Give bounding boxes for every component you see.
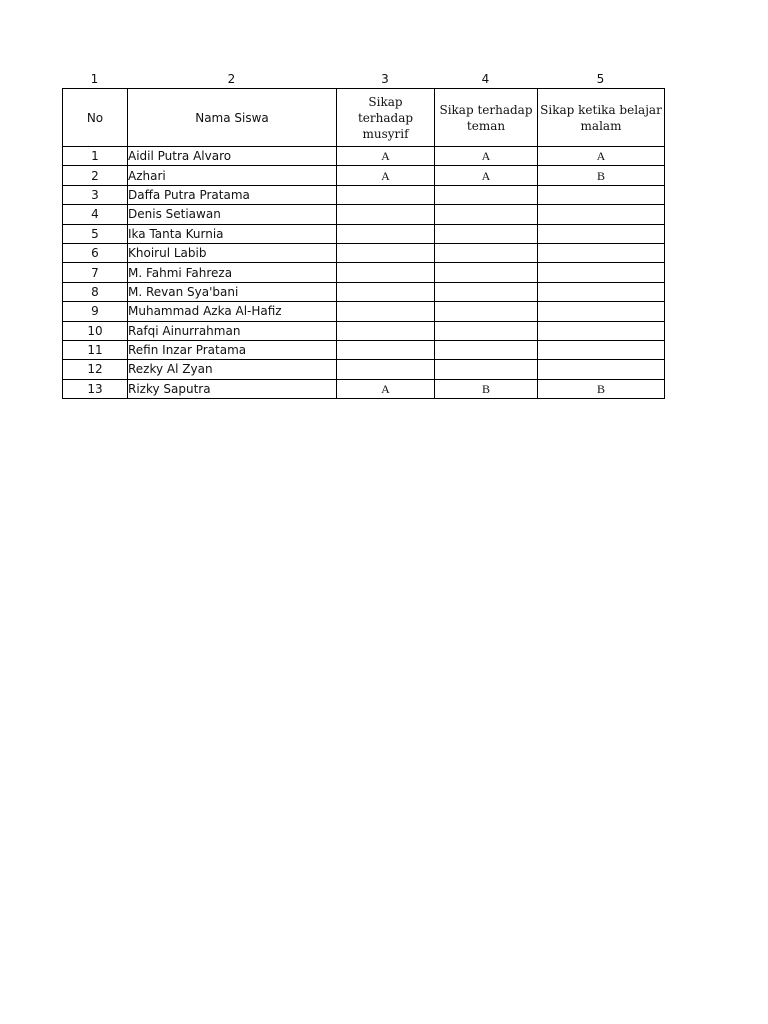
grade-supervisor [337, 224, 435, 243]
row-number: 4 [63, 205, 128, 224]
student-name: Daffa Putra Pratama [128, 185, 337, 204]
table-row [63, 340, 665, 359]
grade-night-study [538, 243, 665, 262]
header-name: Nama Siswa [128, 89, 337, 147]
grade-friends: A [435, 147, 538, 166]
grade-friends [435, 360, 538, 379]
student-name: Rezky Al Zyan [128, 360, 337, 379]
grade-friends [435, 243, 538, 262]
row-number: 9 [63, 302, 128, 321]
table-row [63, 185, 665, 204]
student-name: Muhammad Azka Al-Hafiz [128, 302, 337, 321]
table-row [63, 205, 665, 224]
grade-friends: B [435, 379, 538, 398]
header-no: No [63, 89, 128, 147]
grade-friends [435, 340, 538, 359]
column-number-5: 5 [596, 72, 605, 86]
table-row [63, 321, 665, 340]
table-row [63, 166, 665, 185]
row-number: 5 [63, 224, 128, 243]
grade-night-study [538, 205, 665, 224]
grade-supervisor: A [337, 166, 435, 185]
grade-friends [435, 185, 538, 204]
student-name: M. Fahmi Fahreza [128, 263, 337, 282]
table-row [63, 147, 665, 166]
student-name: Refin Inzar Pratama [128, 340, 337, 359]
grade-supervisor [337, 302, 435, 321]
grade-friends [435, 224, 538, 243]
grade-friends [435, 282, 538, 301]
grade-supervisor [337, 205, 435, 224]
grade-night-study [538, 321, 665, 340]
grade-friends [435, 263, 538, 282]
student-name: M. Revan Sya'bani [128, 282, 337, 301]
student-name: Ika Tanta Kurnia [128, 224, 337, 243]
grade-supervisor [337, 340, 435, 359]
student-name: Azhari [128, 166, 337, 185]
row-number: 1 [63, 147, 128, 166]
grade-night-study: B [538, 379, 665, 398]
grade-night-study: B [538, 166, 665, 185]
row-number: 10 [63, 321, 128, 340]
grade-supervisor [337, 185, 435, 204]
table-row [63, 282, 665, 301]
grade-night-study: A [538, 147, 665, 166]
row-number: 6 [63, 243, 128, 262]
grade-supervisor [337, 243, 435, 262]
grade-night-study [538, 185, 665, 204]
row-number: 13 [63, 379, 128, 398]
student-name: Rizky Saputra [128, 379, 337, 398]
header-attitude-night-study: Sikap ketika belajar malam [538, 89, 665, 147]
student-name: Rafqi Ainurrahman [128, 321, 337, 340]
student-name: Aidil Putra Alvaro [128, 147, 337, 166]
grade-supervisor: A [337, 379, 435, 398]
grade-supervisor: A [337, 147, 435, 166]
student-name: Denis Setiawan [128, 205, 337, 224]
table-row [63, 243, 665, 262]
column-number-2: 2 [227, 72, 236, 86]
column-number-1: 1 [90, 72, 99, 86]
grade-supervisor [337, 321, 435, 340]
header-attitude-supervisor: Sikap terhadap musyrif [337, 89, 435, 147]
grade-friends [435, 321, 538, 340]
column-number-3: 3 [381, 72, 389, 86]
grade-supervisor [337, 263, 435, 282]
table-row [63, 263, 665, 282]
grade-night-study [538, 360, 665, 379]
column-number-4: 4 [481, 72, 490, 86]
grade-night-study [538, 302, 665, 321]
row-number: 3 [63, 185, 128, 204]
table-row [63, 360, 665, 379]
row-number: 7 [63, 263, 128, 282]
grade-night-study [538, 282, 665, 301]
row-number: 12 [63, 360, 128, 379]
header-row [63, 89, 665, 147]
column-number-row [62, 70, 664, 88]
grade-night-study [538, 263, 665, 282]
grade-night-study [538, 224, 665, 243]
grade-friends: A [435, 166, 538, 185]
row-number: 8 [63, 282, 128, 301]
header-attitude-friends: Sikap terhadap teman [435, 89, 538, 147]
row-number: 11 [63, 340, 128, 359]
row-number: 2 [63, 166, 128, 185]
table-row [63, 302, 665, 321]
table-row [63, 224, 665, 243]
grade-supervisor [337, 360, 435, 379]
grade-friends [435, 302, 538, 321]
grade-night-study [538, 340, 665, 359]
student-attitude-table [62, 88, 665, 399]
grade-supervisor [337, 282, 435, 301]
student-name: Khoirul Labib [128, 243, 337, 262]
table-row [63, 379, 665, 398]
grade-friends [435, 205, 538, 224]
